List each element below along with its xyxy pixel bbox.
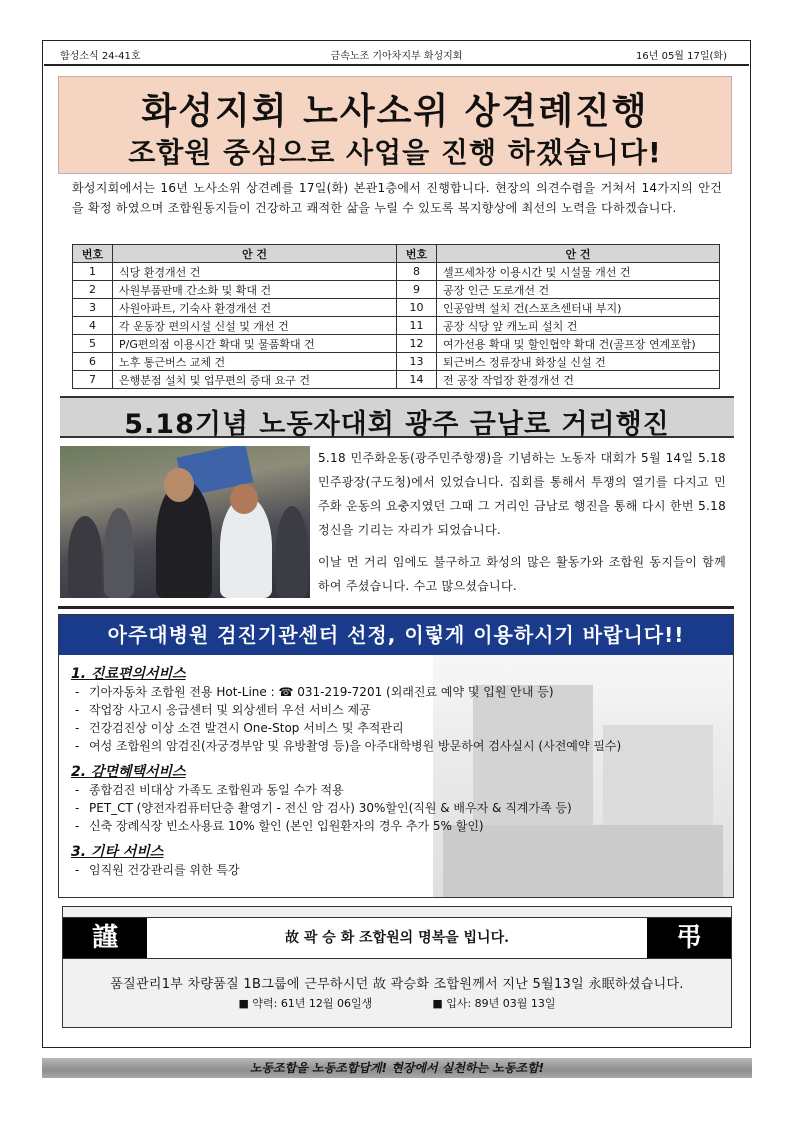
agenda-no: 4 <box>73 317 113 335</box>
agenda-no: 7 <box>73 371 113 389</box>
agenda-item: 인공암벽 설치 건(스포츠센터내 부지) <box>437 299 720 317</box>
footer-bar <box>42 1058 752 1078</box>
agenda-no: 11 <box>397 317 437 335</box>
rally-photo <box>60 446 310 598</box>
agenda-item: 은행분점 설치 및 업무편의 증대 요구 건 <box>113 371 397 389</box>
agenda-no: 14 <box>397 371 437 389</box>
agenda-item: 공장 식당 앞 캐노피 설치 건 <box>437 317 720 335</box>
table-row <box>73 335 720 353</box>
issue-number: 함성소식 24-41호 <box>60 51 141 62</box>
list-item: - 신축 장례식장 빈소사용료 10% 할인 (본인 입원환자의 경우 추가 5% 할인) <box>71 817 731 835</box>
agenda-item: 각 운동장 편의시설 신설 및 개선 건 <box>113 317 397 335</box>
agenda-item: 사원부품판매 간소화 및 확대 건 <box>113 281 397 299</box>
condolence-notice <box>62 906 732 1028</box>
photo-figure <box>104 508 134 598</box>
agenda-item: 노후 통근버스 교체 건 <box>113 353 397 371</box>
agenda-no: 10 <box>397 299 437 317</box>
agenda-item: 전 공장 작업장 환경개선 건 <box>437 371 720 389</box>
issue-date: 16년 05월 17일(화) <box>636 51 727 62</box>
agenda-header-item: 안 건 <box>113 245 397 263</box>
agenda-header-item: 안 건 <box>437 245 720 263</box>
agenda-no: 9 <box>397 281 437 299</box>
agenda-item: 공장 인근 도로개선 건 <box>437 281 720 299</box>
table-row <box>73 263 720 281</box>
footer-slogan: 노동조합을 노동조합답게! 현장에서 실천하는 노동조합! <box>249 1061 545 1075</box>
list-item: - PET_CT (양전자컴퓨터단층 촬영기 - 전신 암 검사) 30%할인(직원 & 배우자 & 직계가족 등) <box>71 799 731 817</box>
table-row <box>73 299 720 317</box>
condolence-message: 품질관리1부 차량품질 1B그룹에 근무하시던 故 곽승화 조합원께서 지난 5월13일 永眠하셨습니다. <box>110 977 684 992</box>
rally-article <box>318 446 726 598</box>
list-item: - 기아자동차 조합원 전용 Hot-Line : ☎ 031-219-7201 (외래진료 예약 및 입원 안내 등) <box>71 683 731 701</box>
table-row <box>73 371 720 389</box>
rally-paragraph-2: 이날 먼 거리 임에도 불구하고 화성의 많은 활동가와 조합원 동지들이 함께하여 주셨습니다. 수고 많으셨습니다. <box>318 555 726 593</box>
newsletter-header <box>44 44 749 62</box>
agenda-item: 셀프세차장 이용시간 및 시설물 개선 건 <box>437 263 720 281</box>
headline-subtitle: 조합원 중심으로 사업을 진행 하겠습니다! <box>128 136 662 169</box>
condolence-bar <box>63 917 731 959</box>
agenda-no: 8 <box>397 263 437 281</box>
list-item: - 종합검진 비대상 가족도 조합원과 동일 수가 적용 <box>71 781 731 799</box>
agenda-header-row <box>73 245 720 263</box>
condolence-join: ■ 입사: 89년 03월 13일 <box>432 997 556 1010</box>
agenda-no: 12 <box>397 335 437 353</box>
rally-paragraph-1: 5.18 민주화운동(광주민주항쟁)을 기념하는 노동자 대회가 5월 14일 5.18민주광장(구도청)에서 있었습니다. 집회를 통해서 투쟁의 열기를 다지고 민주화 운동의 요충지였던 그때 그 거리인 금남로 행진을 통해 다시 한번 5.18정신을 기리는 자리가 되었습니다. <box>318 451 726 537</box>
photo-figure <box>276 506 308 598</box>
condolence-left-char: 謹 <box>63 918 147 958</box>
service-heading: 3. 기타 서비스 <box>71 844 164 860</box>
table-row <box>73 281 720 299</box>
agenda-no: 5 <box>73 335 113 353</box>
photo-figure <box>164 468 194 502</box>
rally-banner <box>60 396 734 438</box>
condolence-title: 故 곽 승 화 조합원의 명복을 빕니다. <box>285 930 509 946</box>
agenda-item: 퇴근버스 정류장내 화장실 신설 건 <box>437 353 720 371</box>
list-item: - 작업장 사고시 응급센터 및 외상센터 우선 서비스 제공 <box>71 701 731 719</box>
table-row <box>73 317 720 335</box>
headline-banner <box>58 76 732 174</box>
agenda-no: 1 <box>73 263 113 281</box>
agenda-no: 3 <box>73 299 113 317</box>
agenda-table <box>72 244 720 389</box>
condolence-birth: ■ 약력: 61년 12월 06일생 <box>238 997 373 1010</box>
hospital-notice <box>58 614 734 898</box>
service-heading: 2. 감면혜택서비스 <box>71 764 186 780</box>
service-heading: 1. 진료편의서비스 <box>71 666 186 682</box>
table-row <box>73 353 720 371</box>
agenda-item: 사원아파트, 기숙사 환경개선 건 <box>113 299 397 317</box>
headline-title: 화성지회 노사소위 상견례진행 <box>141 91 649 132</box>
agenda-no: 6 <box>73 353 113 371</box>
condolence-details <box>63 995 731 1011</box>
publisher: 금속노조 기아차지부 화성지회 <box>330 51 463 62</box>
condolence-right-char: 弔 <box>647 918 731 958</box>
agenda-item: 여가선용 확대 및 할인협약 확대 건(골프장 연계포함) <box>437 335 720 353</box>
rally-title: 5.18기념 노동자대회 광주 금남로 거리행진 <box>124 409 670 440</box>
agenda-no: 2 <box>73 281 113 299</box>
agenda-header-no: 번호 <box>397 245 437 263</box>
hospital-notice-content <box>71 661 731 879</box>
photo-figure <box>230 484 258 514</box>
intro-paragraph: 화성지회에서는 16년 노사소위 상견례를 17일(화) 본관1층에서 진행합니다. 현장의 의견수렴을 거쳐서 14가지의 안건을 확정 하였으며 조합원동지들이 건강하고 쾌적한 삶을 누릴 수 있도록 복지향상에 최선의 노력을 다하겠습니다. <box>72 181 722 215</box>
list-item: - 임직원 건강관리를 위한 특강 <box>71 861 731 879</box>
photo-figure <box>68 516 102 598</box>
agenda-no: 13 <box>397 353 437 371</box>
hospital-notice-title: 아주대병원 검진기관센터 선정, 이렇게 이용하시기 바랍니다!! <box>59 615 733 655</box>
list-item: - 여성 조합원의 암검진(자궁경부암 및 유방촬영 등)을 아주대학병원 방문하여 검사실시 (사전예약 필수) <box>71 737 731 755</box>
section-divider <box>58 606 734 609</box>
list-item: - 건강검진상 이상 소견 발견시 One-Stop 서비스 및 추적관리 <box>71 719 731 737</box>
header-divider <box>44 64 749 66</box>
agenda-item: P/G편의점 이용시간 확대 및 물품확대 건 <box>113 335 397 353</box>
agenda-header-no: 번호 <box>73 245 113 263</box>
agenda-item: 식당 환경개선 건 <box>113 263 397 281</box>
